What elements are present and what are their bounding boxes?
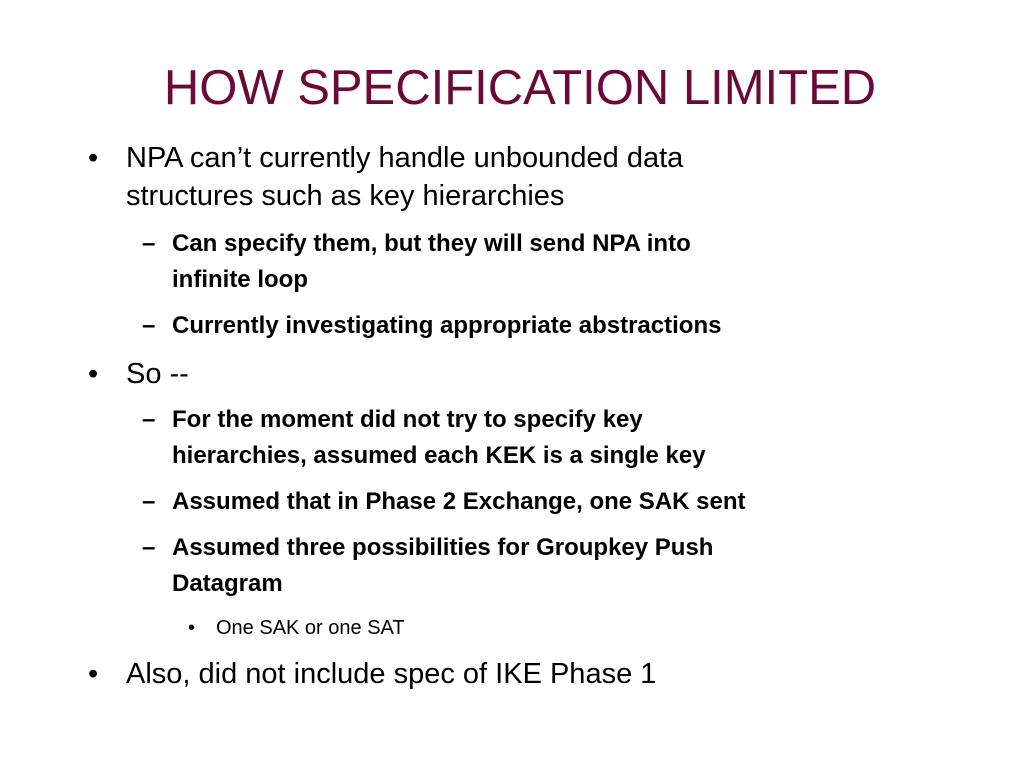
dash-marker: – (142, 534, 156, 561)
sub-bullet-text: For the moment did not try to specify key (172, 406, 643, 433)
bullet-text-continued: structures such as key hierarchies (126, 180, 565, 212)
sub-bullet-text: Currently investigating appropriate abstractions (172, 312, 722, 339)
sub-bullet-text-continued: infinite loop (172, 266, 308, 293)
dash-marker: – (142, 488, 156, 515)
sub-bullet-text: Can specify them, but they will send NPA into (172, 230, 691, 257)
dash-marker: – (142, 406, 156, 433)
sub-bullet-text: Assumed that in Phase 2 Exchange, one SAK sent (172, 488, 746, 515)
bullet-marker: • (88, 658, 99, 690)
dash-marker: – (142, 230, 156, 257)
bullet-marker: • (88, 358, 99, 390)
small-bullet-marker: • (188, 617, 196, 639)
sub-bullet-text: Assumed three possibilities for Groupkey Push (172, 534, 714, 561)
dash-marker: – (142, 312, 156, 339)
bullet-text: NPA can’t currently handle unbounded data (126, 142, 684, 174)
sub-bullet-text-continued: hierarchies, assumed each KEK is a single key (172, 442, 706, 469)
slide-title: HOW SPECIFICATION LIMITED (163, 61, 877, 115)
bullet-text: Also, did not include spec of IKE Phase 1 (126, 658, 657, 690)
sub-bullet-text-continued: Datagram (172, 570, 283, 597)
bullet-text: So -- (126, 358, 189, 390)
sub-sub-bullet-text: One SAK or one SAT (216, 617, 405, 639)
bullet-marker: • (88, 142, 99, 174)
